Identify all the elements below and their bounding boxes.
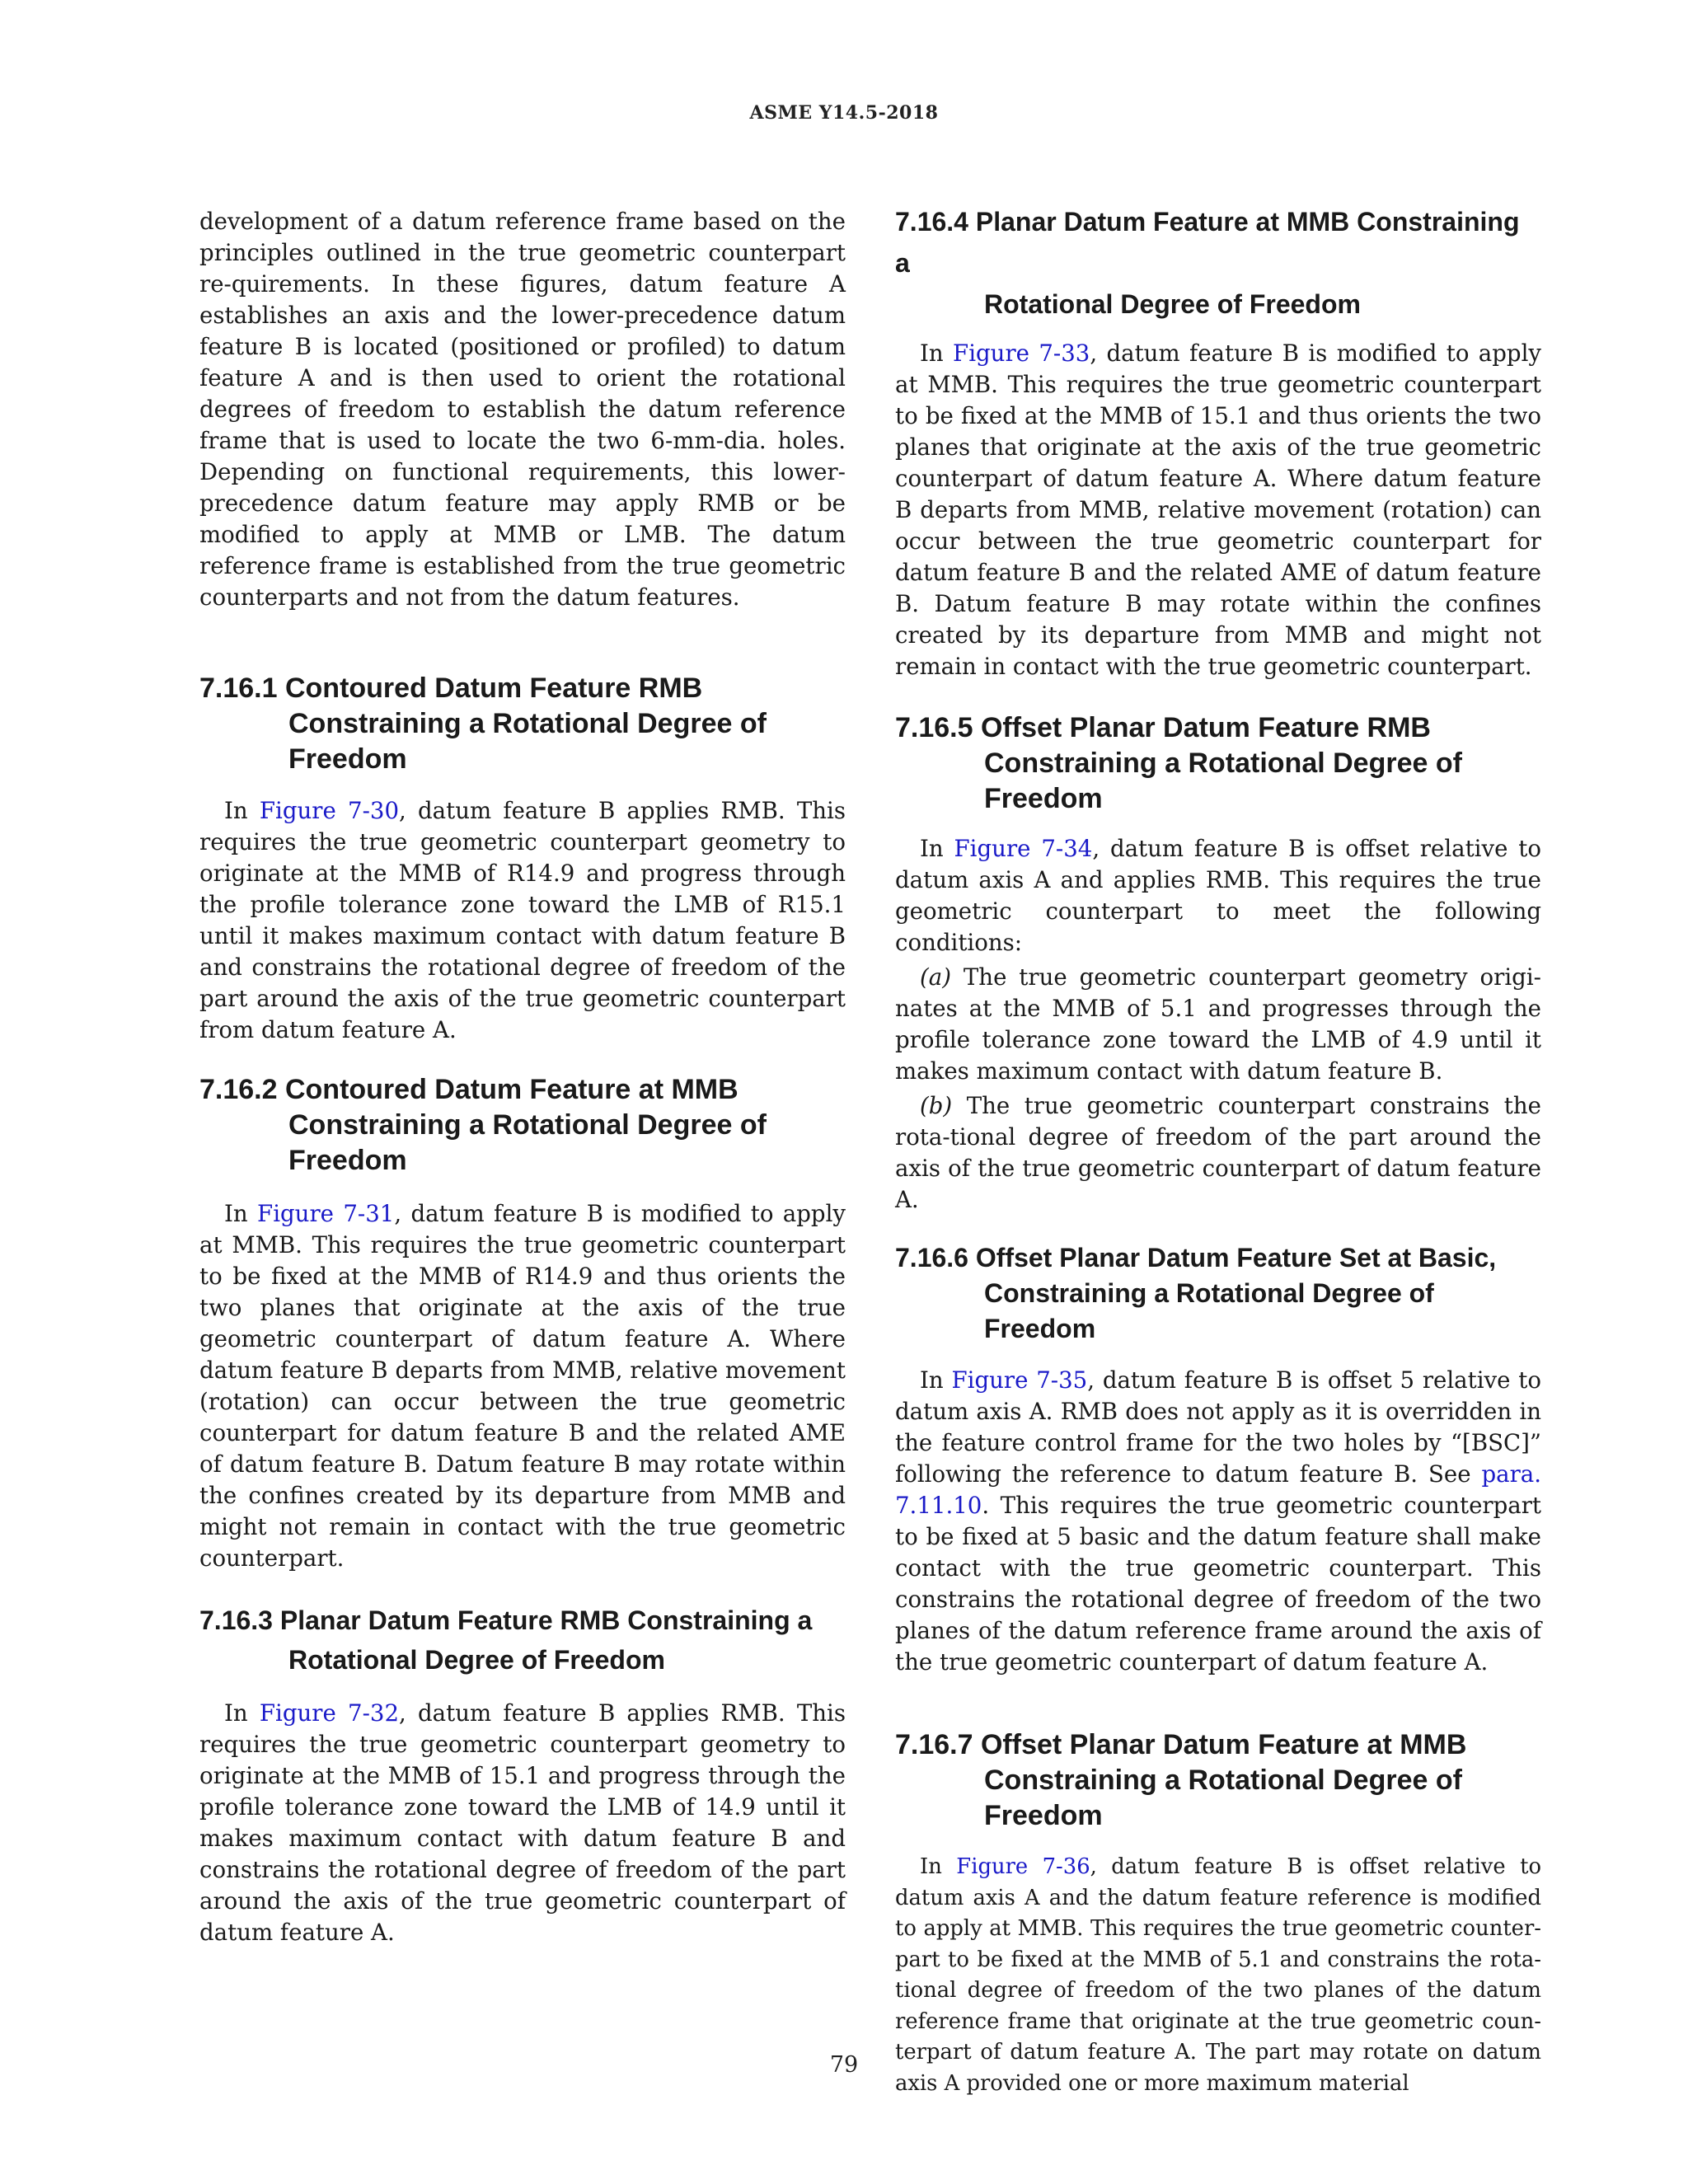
section-number: 7.16.6: [895, 1243, 968, 1272]
figure-link[interactable]: Figure 7-34: [954, 835, 1093, 862]
para-body: , datum feature B applies RMB. This requires the true geometric counterpart geometry to originate at the MMB of 15.1 and progress through the profile tolerance zone toward the LMB of 14.9 until it makes maximum contact with datum feature B and constrains the rotational degree of freedom of the part around the axis of the true geometric counterpart of datum feature A.: [199, 1699, 846, 1946]
section-title-line1: Offset Planar Datum Feature RMB: [980, 712, 1431, 743]
section-number: 7.16.5: [895, 712, 973, 743]
paragraph-7-16-4: [895, 338, 1541, 682]
heading-7-16-6: [895, 1240, 1541, 1347]
section-title-line1: Planar Datum Feature at MMB Constraining a: [895, 207, 1520, 278]
paragraph-7-16-3: [199, 1698, 846, 1948]
para-prefix: In: [224, 1699, 248, 1727]
section-title-line2: Constraining a Rotational Degree of: [984, 1765, 1462, 1796]
section-title-line1: Contoured Datum Feature RMB: [284, 673, 703, 704]
heading-7-16-4: [895, 201, 1541, 325]
para-prefix: In: [920, 340, 944, 367]
figure-link[interactable]: Figure 7-32: [259, 1699, 400, 1727]
page-number: 79: [829, 2052, 859, 2078]
para-body: , datum feature B applies RMB. This requires the true geometric counterpart geometry to originate at the MMB of R14.9 and progress through the profile tolerance zone toward the LMB of R15.1 until it makes maximum contact with datum feature B and constrains the rotational degree of freedom of the part around the axis of the true geometric counterpart from datum feature A.: [199, 797, 846, 1043]
paragraph-7-16-6: [895, 1365, 1541, 1678]
section-number: 7.16.3: [199, 1605, 273, 1635]
para-prefix: In: [224, 797, 248, 824]
list-text-a: The true geometric counterpart geometry origi-nates at the MMB of 5.1 and progresses through the profile tolerance zone toward the LMB of 4.9 until it makes maximum contact with datum feature B.: [895, 963, 1541, 1085]
section-title-line1: Offset Planar Datum Feature at MMB: [980, 1729, 1467, 1760]
left-column: [199, 206, 846, 1948]
paragraph-7-16-1: [199, 795, 846, 1046]
list-text-b: The true geometric counterpart constrains the rota-tional degree of freedom of the part around the axis of the true geometric counterpart of datum feature A.: [895, 1092, 1541, 1213]
section-title-line1: Planar Datum Feature RMB Constraining a: [279, 1605, 813, 1635]
section-title-line3: Freedom: [984, 1314, 1096, 1343]
figure-link[interactable]: Figure 7-36: [956, 1854, 1090, 1879]
section-title-line3: Freedom: [288, 1145, 407, 1176]
heading-7-16-5: [895, 710, 1541, 817]
running-header: ASME Y14.5-2018: [749, 102, 939, 124]
list-marker-b: (b): [920, 1092, 953, 1119]
para-body-2: . This requires the true geometric counterpart to be fixed at 5 basic and the datum feature shall make contact with the true geometric counterpart. This constrains the rotational degree of freedom of the two planes of the datum reference frame around the axis of the true geometric counterpart of datum feature A.: [895, 1492, 1541, 1675]
para-prefix: In: [920, 1854, 942, 1879]
intro-paragraph: development of a datum reference frame based on the principles outlined in the true geometric counterpart re-quirements. In these figures, datum feature A establishes an axis and the lower-precedence datum feature B is located (positioned or profiled) to datum feature A and is then used to orient the rotational degrees of freedom to establish the datum reference frame that is used to locate the two 6-mm-dia. holes. Depending on functional requirements, this lower-precedence datum feature may apply RMB or be modified to apply at MMB or LMB. The datum reference frame is established from the true geometric counterparts and not from the datum features.: [199, 208, 846, 611]
right-column: [895, 201, 1541, 2099]
section-title-line2: Constraining a Rotational Degree of: [984, 748, 1462, 779]
section-title-line3: Freedom: [984, 1800, 1103, 1831]
heading-7-16-1: [199, 671, 846, 777]
list-item-a: [895, 962, 1541, 1087]
section-title-line2: Rotational Degree of Freedom: [288, 1645, 665, 1675]
section-number: 7.16.7: [895, 1729, 973, 1760]
figure-link[interactable]: Figure 7-31: [257, 1200, 395, 1227]
para-body-1: , datum feature B is offset 5 relative to datum axis A. RMB does not apply as it is overridden in the feature control frame for the two holes by “[BSC]” following the reference to datum feature B. See: [895, 1366, 1541, 1488]
para-prefix: In: [224, 1200, 248, 1227]
section-title-line2: Constraining a Rotational Degree of: [984, 1278, 1434, 1308]
para-body: , datum feature B is modified to apply at MMB. This requires the true geometric counterpart to be fixed at the MMB of 15.1 and thus orients the two planes that originate at the axis of the true geometric counterpart of datum feature A. Where datum feature B departs from MMB, relative movement (rotation) can occur between the true geometric counterpart for datum feature B and the related AME of datum feature B. Datum feature B may rotate within the confines created by its departure from MMB and might not remain in contact with the true geometric counterpart.: [895, 340, 1541, 680]
section-number: 7.16.1: [199, 673, 278, 704]
section-title-line3: Freedom: [288, 743, 407, 775]
heading-7-16-2: [199, 1072, 846, 1179]
list-marker-a: (a): [920, 963, 951, 991]
figure-link[interactable]: Figure 7-33: [953, 340, 1090, 367]
paragraph-7-16-5: [895, 833, 1541, 958]
section-title-line3: Freedom: [984, 783, 1103, 814]
paragraph-7-16-2: [199, 1198, 846, 1574]
figure-link[interactable]: Figure 7-30: [259, 797, 400, 824]
section-title-line2: Constraining a Rotational Degree of: [288, 1109, 767, 1141]
heading-7-16-7: [895, 1727, 1541, 1834]
para-body: , datum feature B is offset relative to datum axis A and applies RMB. This requires the true geometric counterpart to meet the following conditions:: [895, 835, 1541, 956]
para-link[interactable]: para. 7.11.10: [895, 1460, 1541, 1519]
para-body: , datum feature B is offset relative to datum axis A and the datum feature reference is modified to apply at MMB. This requires the true geometric counter-part to be fixed at the MMB of 5.1 and constrains the rota-tional degree of freedom of the two planes of the datum reference frame that originate at the true geometric coun-terpart of datum feature A. The part may rotate on datum axis A provided one or more maximum material: [895, 1854, 1541, 2096]
list-item-b: [895, 1090, 1541, 1216]
section-number: 7.16.4: [895, 207, 968, 237]
section-title-line2: Rotational Degree of Freedom: [984, 289, 1361, 319]
para-prefix: In: [920, 835, 944, 862]
section-number: 7.16.2: [199, 1074, 278, 1105]
figure-link[interactable]: Figure 7-35: [951, 1366, 1088, 1394]
section-title-line1: Contoured Datum Feature at MMB: [284, 1074, 738, 1105]
section-title-line1: Offset Planar Datum Feature Set at Basic,: [975, 1243, 1497, 1272]
para-body: , datum feature B is modified to apply at MMB. This requires the true geometric counterpart to be fixed at the MMB of R14.9 and thus orients the two planes that originate at the axis of the true geometric counterpart of datum feature A. Where datum feature B departs from MMB, relative movement (rotation) can occur between the true geometric counterpart for datum feature B and the related AME of datum feature B. Datum feature B may rotate within the confines created by its departure from MMB and might not remain in contact with the true geometric counterpart.: [199, 1200, 846, 1572]
heading-7-16-3: [199, 1601, 846, 1680]
para-prefix: In: [920, 1366, 944, 1394]
section-title-line2: Constraining a Rotational Degree of: [288, 708, 767, 739]
